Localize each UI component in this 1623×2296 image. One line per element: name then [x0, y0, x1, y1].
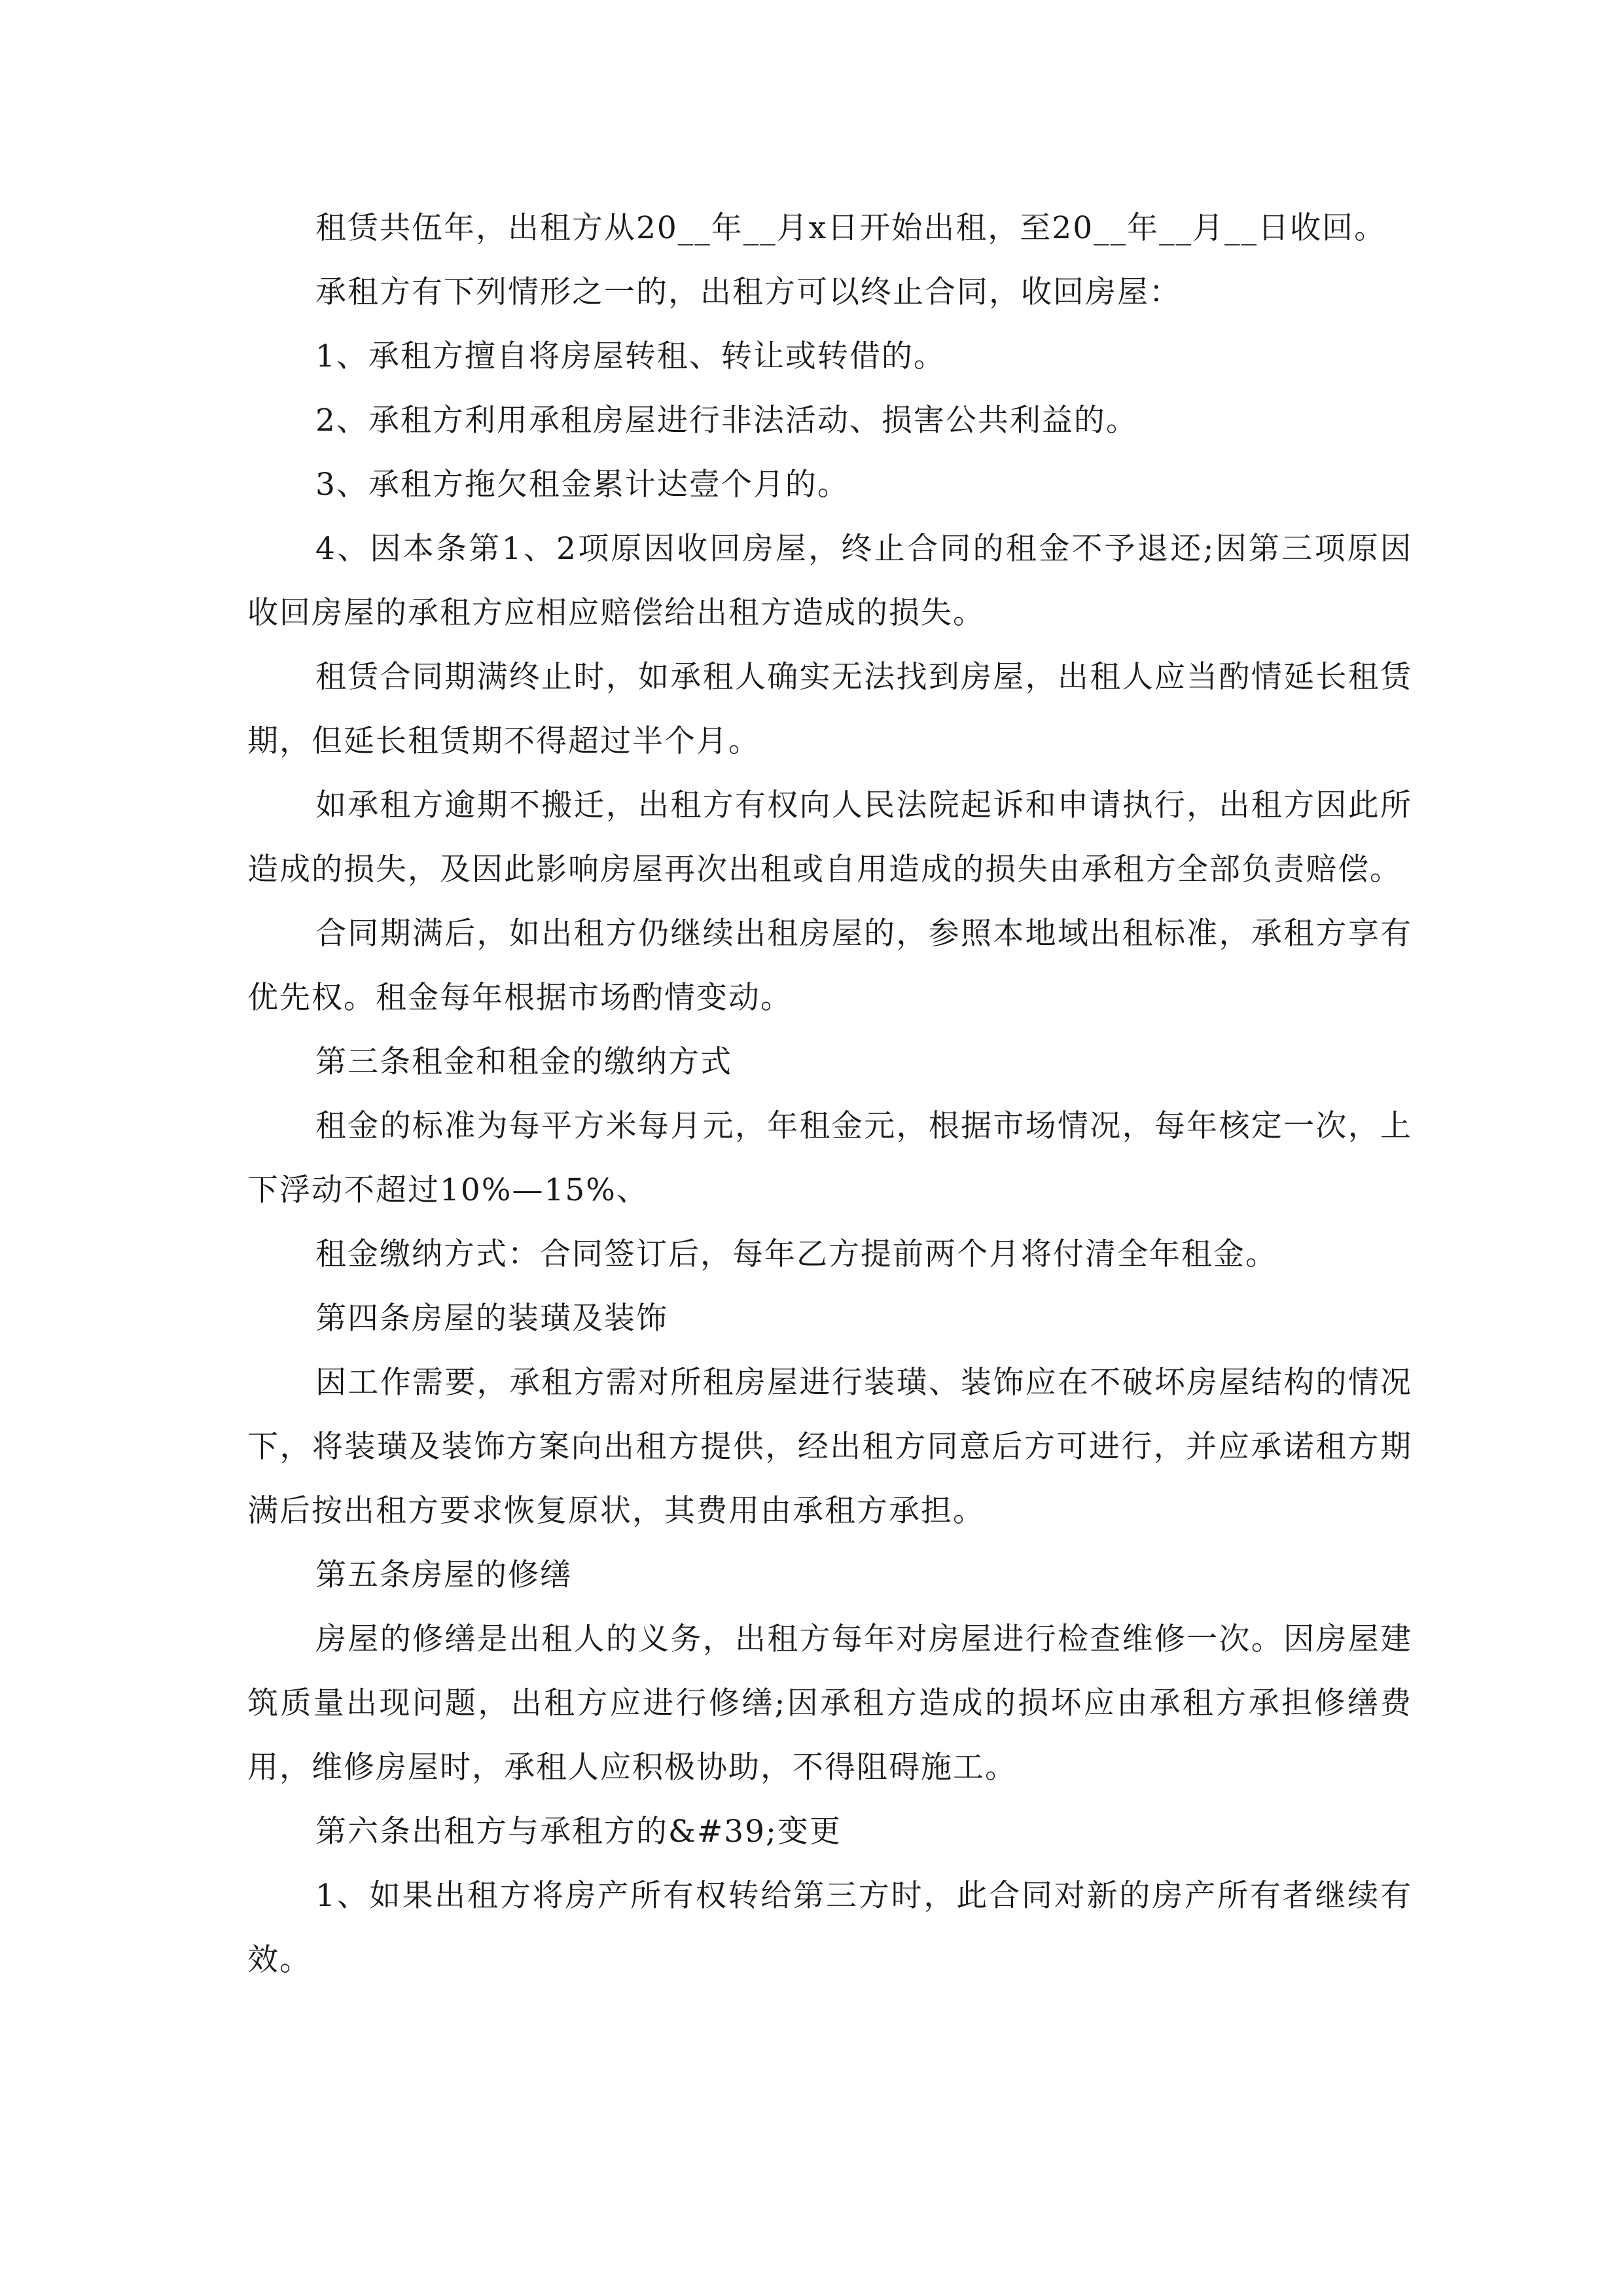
paragraph-rent-payment: 租金缴纳方式：合同签订后，每年乙方提前两个月将付清全年租金。 — [315, 1236, 1277, 1272]
paragraph-condition-2: 2、承租方利用承租房屋进行非法活动、损害公共利益的。 — [315, 403, 1138, 439]
paragraph-rent-standard: 租金的标准为每平方米每月元，年租金元，根据市场情况，每年核定一次，上下浮动不超过10%—15%、 — [247, 1108, 1412, 1208]
paragraph-priority-renewal: 合同期满后，如出租方仍继续出租房屋的，参照本地域出租标准，承租方享有优先权。租金每年根据市场酌情变动。 — [247, 916, 1412, 1016]
paragraph-overdue-relocation: 如承租方逾期不搬迁，出租方有权向人民法院起诉和申请执行，出租方因此所造成的损失，及因此影响房屋再次出租或自用造成的损失由承租方全部负责赔偿。 — [247, 787, 1412, 888]
paragraph-lease-term: 租赁共伍年，出租方从20__年__月x日开始出租，至20__年__月__日收回。 — [315, 210, 1387, 246]
document-body — [247, 196, 1412, 1992]
paragraph-ownership-transfer: 1、如果出租方将房产所有权转给第三方时，此合同对新的房产所有者继续有效。 — [247, 1878, 1412, 1978]
section-heading-article-3: 第三条租金和租金的缴纳方式 — [315, 1044, 732, 1080]
paragraph-condition-3: 3、承租方拖欠租金累计达壹个月的。 — [315, 467, 849, 503]
paragraph-decoration: 因工作需要，承租方需对所租房屋进行装璜、装饰应在不破坏房屋结构的情况下，将装璜及装饰方案向出租方提供，经出租方同意后方可进行，并应承诺租方期满后按出租方要求恢复原状，其费用由承租方承担。 — [247, 1365, 1412, 1529]
section-heading-article-5: 第五条房屋的修缮 — [315, 1557, 572, 1593]
paragraph-repairs: 房屋的修缮是出租人的义务，出租方每年对房屋进行检查维修一次。因房屋建筑质量出现问题，出租方应进行修缮;因承租方造成的损坏应由承租方承担修缮费用，维修房屋时，承租人应积极协助，不得阻碍施工。 — [247, 1621, 1412, 1785]
paragraph-lease-expiry: 租赁合同期满终止时，如承租人确实无法找到房屋，出租人应当酌情延长租赁期，但延长租赁期不得超过半个月。 — [247, 659, 1412, 759]
section-heading-article-6: 第六条出租方与承租方的&#39;变更 — [315, 1814, 842, 1850]
section-heading-article-4: 第四条房屋的装璜及装饰 — [315, 1300, 668, 1336]
paragraph-condition-1: 1、承租方擅自将房屋转租、转让或转借的。 — [315, 338, 946, 374]
paragraph-condition-4: 4、因本条第1、2项原因收回房屋，终止合同的租金不予退还;因第三项原因收回房屋的承租方应相应赔偿给出租方造成的损失。 — [247, 531, 1412, 631]
paragraph-termination-conditions: 承租方有下列情形之一的，出租方可以终止合同，收回房屋： — [315, 274, 1181, 310]
